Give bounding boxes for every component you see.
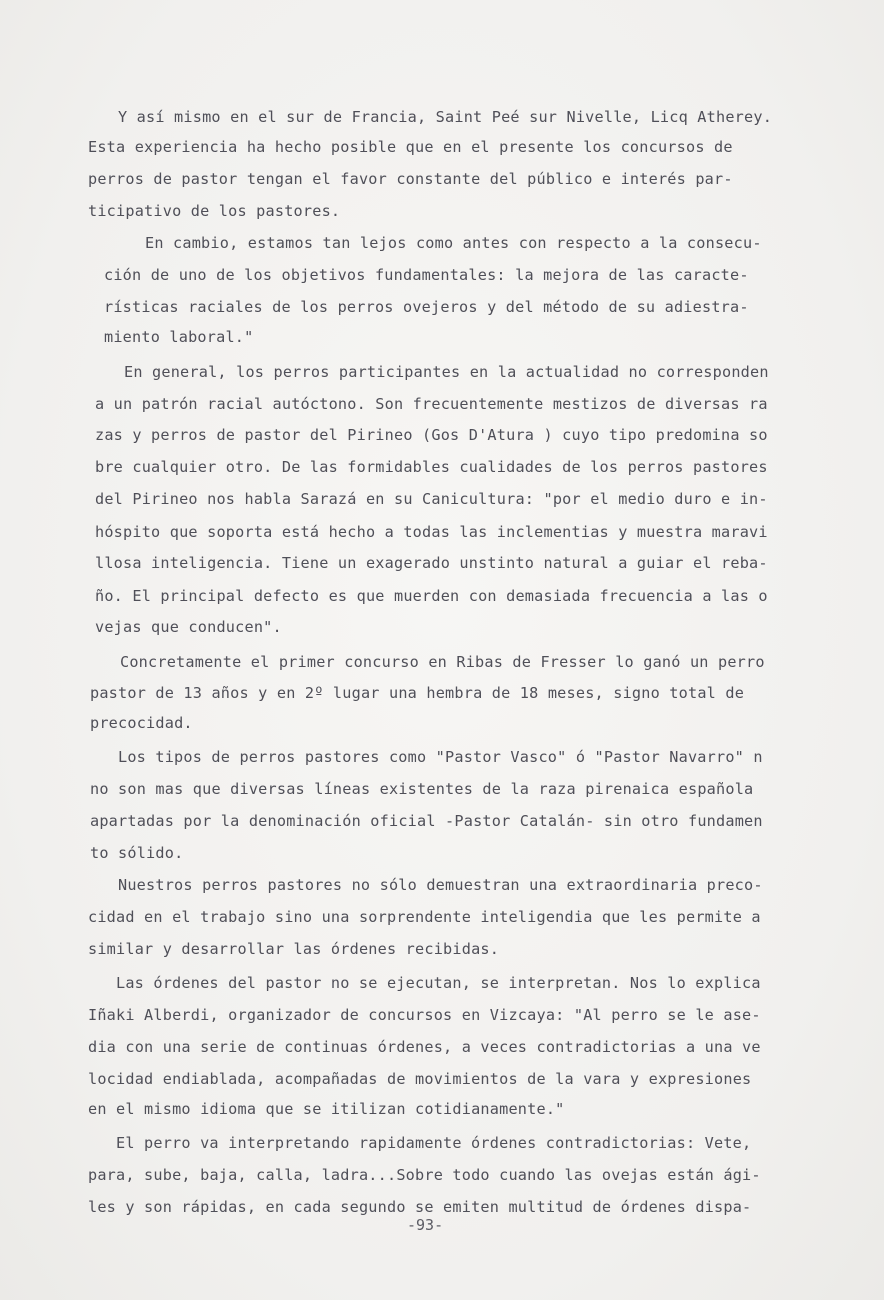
text-line: a un patrón racial autóctono. Son frecuentemente mestizos de diversas ra: [95, 395, 768, 413]
text-line: miento laboral.": [104, 328, 254, 346]
text-line: Nuestros perros pastores no sólo demuestran una extraordinaria preco-: [118, 876, 763, 894]
text-line: perros de pastor tengan el favor constante del público e interés par-: [88, 170, 733, 188]
text-line: cidad en el trabajo sino una sorprendente inteligendia que les permite a: [88, 908, 761, 926]
text-line: Esta experiencia ha hecho posible que en el presente los concursos de: [88, 138, 733, 156]
text-line: del Pirineo nos habla Sarazá en su Canicultura: "por el medio duro e in-: [95, 490, 768, 508]
text-line: locidad endiablada, acompañadas de movimientos de la vara y expresiones: [88, 1070, 752, 1088]
text-line: to sólido.: [90, 844, 184, 862]
text-line: precocidad.: [90, 714, 193, 732]
text-line: no son mas que diversas líneas existentes de la raza pirenaica española: [90, 780, 754, 798]
text-line: ticipativo de los pastores.: [88, 202, 341, 220]
text-line: Y así mismo en el sur de Francia, Saint Peé sur Nivelle, Licq Atherey.: [118, 108, 773, 126]
text-line: dia con una serie de continuas órdenes, a veces contradictorias a una ve: [88, 1038, 761, 1056]
text-line: ción de uno de los objetivos fundamentales: la mejora de las caracte-: [104, 266, 749, 284]
text-line: Los tipos de perros pastores como "Pastor Vasco" ó "Pastor Navarro" n: [118, 748, 763, 766]
text-line: bre cualquier otro. De las formidables cualidades de los perros pastores: [95, 458, 768, 476]
text-line: Concretamente el primer concurso en Ribas de Fresser lo ganó un perro: [120, 653, 765, 671]
text-line: vejas que conducen".: [95, 618, 282, 636]
text-line: pastor de 13 años y en 2º lugar una hembra de 18 meses, signo total de: [90, 684, 745, 702]
text-line: Las órdenes del pastor no se ejecutan, se interpretan. Nos lo explica: [116, 974, 761, 992]
text-line: apartadas por la denominación oficial -Pastor Catalán- sin otro fundamen: [90, 812, 763, 830]
text-line: El perro va interpretando rapidamente órdenes contradictorias: Vete,: [116, 1134, 752, 1152]
text-line: similar y desarrollar las órdenes recibidas.: [88, 940, 500, 958]
text-line: En general, los perros participantes en la actualidad no corresponden: [124, 363, 769, 381]
text-line: para, sube, baja, calla, ladra...Sobre todo cuando las ovejas están ági-: [88, 1166, 761, 1184]
text-line: En cambio, estamos tan lejos como antes con respecto a la consecu-: [145, 234, 762, 252]
text-line: rísticas raciales de los perros ovejeros y del método de su adiestra-: [104, 298, 749, 316]
text-line: Iñaki Alberdi, organizador de concursos en Vizcaya: "Al perro se le ase-: [88, 1006, 761, 1024]
text-line: ño. El principal defecto es que muerden con demasiada frecuencia a las o: [95, 587, 768, 605]
text-line: llosa inteligencia. Tiene un exagerado unstinto natural a guiar el reba-: [95, 554, 768, 572]
text-line: zas y perros de pastor del Pirineo (Gos D'Atura ) cuyo tipo predomina so: [95, 426, 768, 444]
text-line: hóspito que soporta está hecho a todas las inclementias y muestra maravi: [95, 523, 768, 541]
text-line: en el mismo idioma que se itilizan cotidianamente.": [88, 1100, 565, 1118]
text-line: les y son rápidas, en cada segundo se emiten multitud de órdenes dispa-: [88, 1198, 752, 1216]
page-number: -93-: [407, 1216, 444, 1234]
